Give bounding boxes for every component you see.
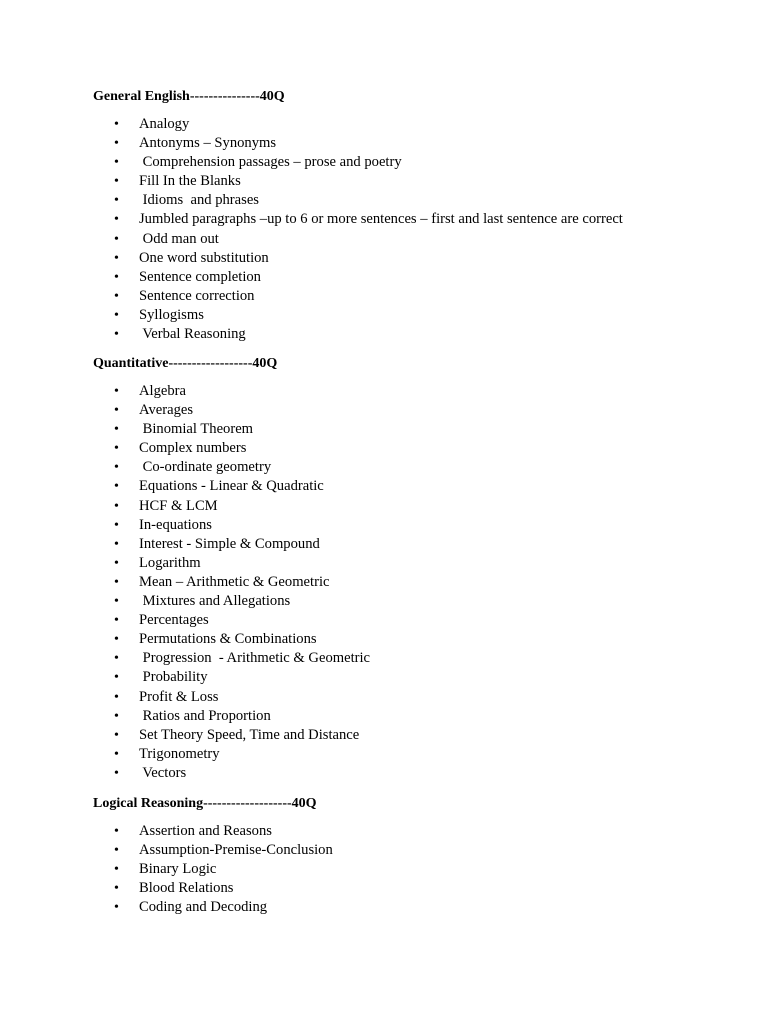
section-heading-general-english: General English---------------40Q	[93, 89, 285, 104]
bullet-icon: •	[114, 536, 119, 552]
bullet-icon: •	[114, 862, 119, 878]
bullet-icon: •	[114, 613, 119, 629]
bullet-icon: •	[114, 900, 119, 916]
bullet-icon: •	[114, 155, 119, 171]
bullet-icon: •	[114, 479, 119, 495]
bullet-icon: •	[114, 250, 119, 266]
bullet-icon: •	[114, 555, 119, 571]
bullet-icon: •	[114, 193, 119, 209]
document-page: General English---------------40Q • Analogy • Antonyms – Synonyms • Comprehension passages – prose and poetry • Fill In the Blanks • Idioms and phrases • Jumbled paragraphs –up to 6 or more sentences – first and last sentence are correct • Odd man out • One word substitution • Sentence completion • Sentence correction • Syllogisms • Verbal Reasoning Quantitative------------------40Q • Algebra • Averages • Binomial Theorem • Complex numbers • Co-ordinate geometry • Equations - Linear & Quadratic • HCF & LCM • In-equations • Interest - Simple & Compound • Logarithm • Mean – Arithmetic & Geometric • Mixtures and Allegations • Percentages • Permutations & Combinations • Progression - Arithmetic & Geometric • Probability • Profit & Loss • Ratios and Proportion • Set Theory Speed, Time and Distance • Trigonometry • Vectors Logical Reasoning-------------------40Q • Assertion and Reasons • Assumption-Premise-Conclusion • Binary Logic • Blood Relations • Coding and Decoding	[93, 89, 623, 916]
bullet-icon: •	[114, 651, 119, 667]
bullet-icon: •	[114, 881, 119, 897]
bullet-icon: •	[114, 727, 119, 743]
bullet-icon: •	[114, 384, 119, 399]
bullet-icon: •	[114, 670, 119, 686]
section-heading-quantitative: Quantitative------------------40Q	[93, 356, 278, 371]
bullet-icon: •	[114, 136, 119, 152]
bullet-icon: •	[114, 422, 119, 438]
bullet-icon: •	[114, 174, 119, 190]
bullet-icon: •	[114, 574, 119, 590]
bullet-icon: •	[114, 746, 119, 762]
bullet-icon: •	[114, 117, 119, 132]
bullet-icon: •	[114, 403, 119, 419]
bullet-icon: •	[114, 689, 119, 705]
bullet-icon: •	[114, 307, 119, 323]
bullet-icon: •	[114, 498, 119, 514]
bullet-icon: •	[114, 517, 119, 533]
bullet-icon: •	[114, 843, 119, 859]
bullet-icon: •	[114, 269, 119, 285]
bullet-icon: •	[114, 632, 119, 648]
bullet-icon: •	[114, 594, 119, 610]
bullet-icon: •	[114, 231, 119, 247]
bullet-icon: •	[114, 765, 119, 781]
bullet-icon: •	[114, 441, 119, 457]
bullet-icon: •	[114, 460, 119, 476]
bullet-icon: •	[114, 212, 119, 228]
bullet-icon: •	[114, 824, 119, 839]
section-heading-logical-reasoning: Logical Reasoning-------------------40Q	[93, 796, 317, 811]
bullet-icon: •	[114, 327, 119, 343]
bullet-icon: •	[114, 288, 119, 304]
bullet-icon: •	[114, 708, 119, 724]
